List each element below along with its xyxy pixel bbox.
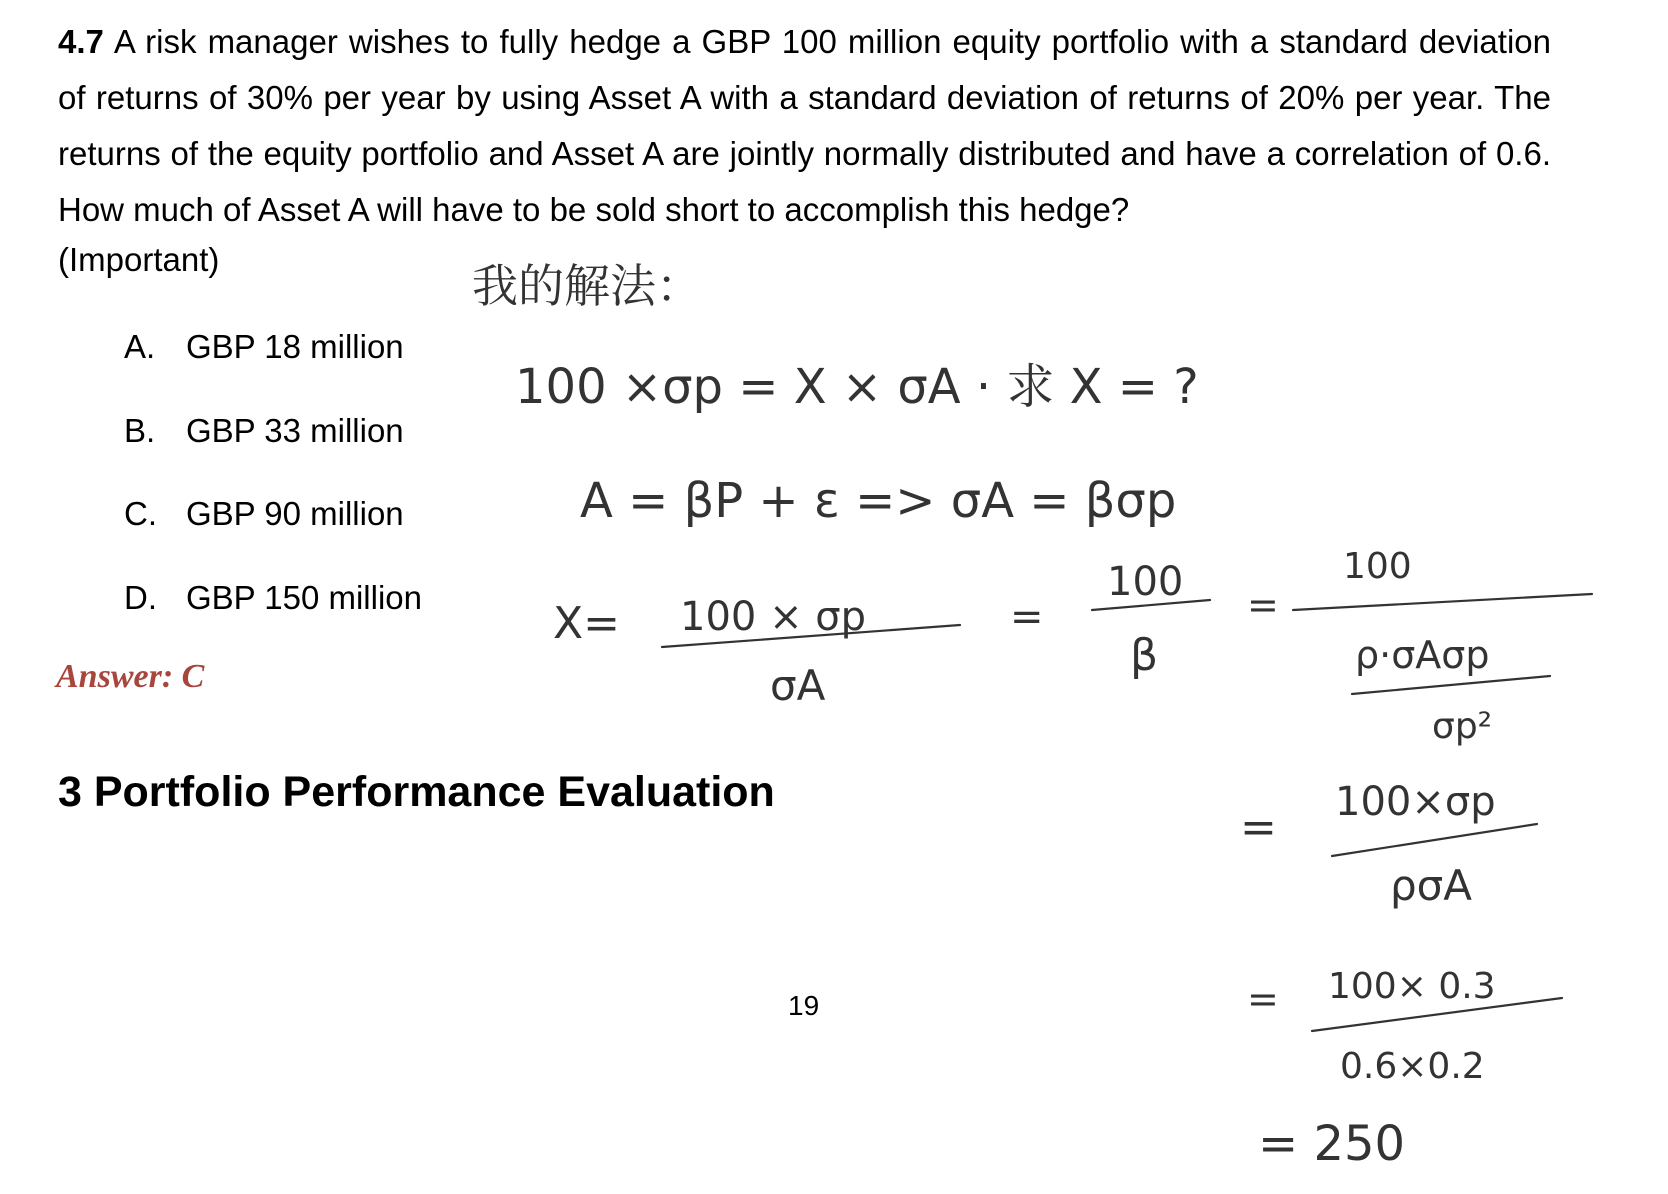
question-body: A risk manager wishes to fully hedge a GBP 100 million equity portfolio with a standard deviation of returns of 30% per year by using Asset A with a standard deviation of returns of 20% per year. The returns of the equity portfolio and Asset A are jointly normally distributed and have a correlation of 0.6. How much of Asset A will have to be sold short to accomplish this hedge?: [58, 23, 1551, 228]
equals-sign: =: [1240, 802, 1277, 853]
fraction-3-numerator: 100: [1343, 546, 1412, 587]
fraction-1-numerator: 100 × σp: [680, 594, 867, 640]
section-title: 3 Portfolio Performance Evaluation: [58, 768, 775, 816]
fraction-1-denominator: σA: [770, 661, 826, 710]
handwriting-line-1: 100 ×σp = X × σA · 求 X = ?: [515, 359, 1199, 415]
fraction-3-inner-denominator: σp²: [1432, 706, 1493, 747]
equals-sign: =: [1010, 594, 1044, 640]
question-number: 4.7: [58, 23, 104, 60]
option-letter: D.: [124, 579, 157, 616]
page-number: 19: [788, 990, 820, 1021]
fraction-4-numerator: 100×σp: [1335, 779, 1496, 825]
option-text: GBP 90 million: [186, 495, 404, 532]
equals-sign: =: [1247, 977, 1279, 1021]
fraction-bar: [1352, 676, 1550, 694]
final-result: = 250: [1258, 1116, 1406, 1172]
option-letter: C.: [124, 495, 157, 532]
fraction-bar: [1332, 824, 1537, 856]
fraction-3-inner-numerator: ρ·σAσp: [1355, 633, 1490, 677]
fraction-4-denominator: ρσA: [1390, 861, 1473, 910]
handwriting-heading: 我的解法：: [472, 259, 702, 313]
fraction-5-denominator: 0.6×0.2: [1340, 1046, 1485, 1087]
option-text: GBP 150 million: [186, 579, 423, 616]
question-note: (Important): [58, 241, 220, 278]
option-letter: A.: [124, 328, 156, 365]
x-label: X=: [553, 598, 621, 649]
option-text: GBP 33 million: [186, 412, 404, 449]
fraction-5-numerator: 100× 0.3: [1328, 966, 1496, 1007]
fraction-2-denominator: β: [1130, 630, 1159, 681]
answer-text: Answer: C: [56, 658, 205, 695]
option-text: GBP 18 million: [186, 328, 404, 365]
fraction-2-numerator: 100: [1107, 559, 1184, 605]
handwriting-line-2: A = βP + ε => σA = βσp: [580, 473, 1177, 529]
fraction-bar: [1293, 594, 1592, 610]
equals-sign: =: [1247, 583, 1279, 627]
option-letter: B.: [124, 412, 156, 449]
